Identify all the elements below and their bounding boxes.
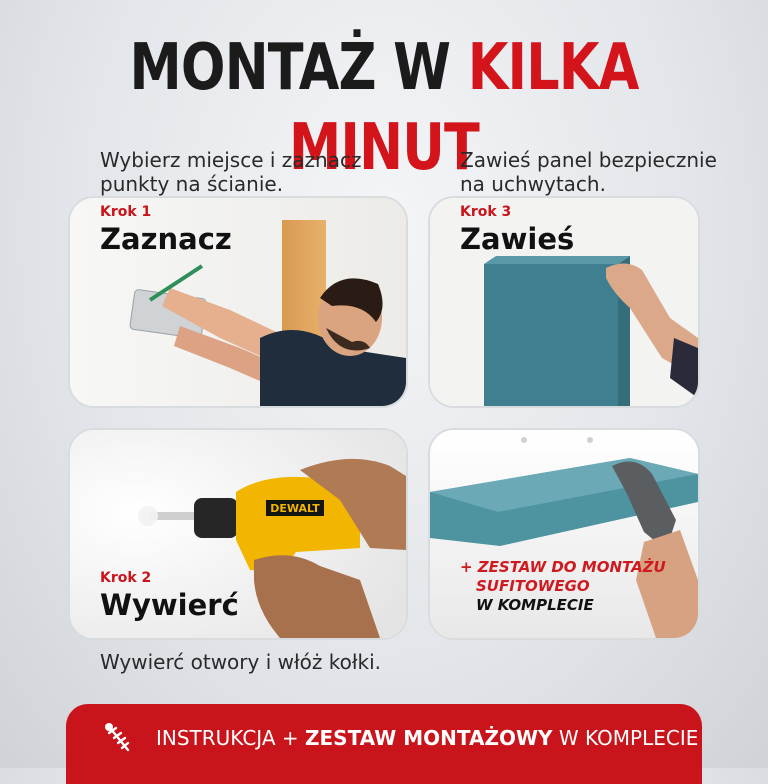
headline-part1: MONTAŻ W bbox=[129, 31, 468, 105]
caption-step2: Wywierć otwory i włóż kołki. bbox=[100, 650, 382, 674]
footer-text-bold: ZESTAW MONTAŻOWY bbox=[305, 726, 553, 750]
ceiling-kit-line3: W KOMPLECIE bbox=[476, 596, 594, 614]
caption-step1-line1: Wybierz miejsce i zaznacz bbox=[100, 148, 362, 172]
step3-title: Zawieś bbox=[460, 222, 575, 256]
step2-number: Krok 2 bbox=[100, 570, 152, 586]
drill-brand: DEWALT bbox=[270, 502, 320, 515]
caption-step3-line2: na uchwytach. bbox=[460, 172, 606, 196]
ceiling-kit-line2: SUFITOWEGO bbox=[476, 577, 590, 595]
step1-label bbox=[100, 204, 232, 256]
step1-number: Krok 1 bbox=[100, 204, 152, 220]
screw-icon bbox=[102, 722, 136, 756]
step3-card bbox=[428, 196, 700, 408]
step2-card bbox=[68, 428, 408, 640]
footer-text-pre: INSTRUKCJA + bbox=[156, 726, 305, 750]
footer-text-post: W KOMPLECIE bbox=[552, 726, 699, 750]
step1-title: Zaznacz bbox=[100, 222, 232, 256]
caption-step3-line1: Zawieś panel bezpiecznie bbox=[460, 148, 717, 172]
caption-step3 bbox=[460, 148, 717, 196]
footer-text bbox=[156, 726, 698, 750]
ceiling-kit-note bbox=[460, 558, 666, 615]
step2-title: Wywierć bbox=[100, 588, 239, 622]
footer-banner bbox=[66, 704, 702, 784]
step1-card bbox=[68, 196, 408, 408]
caption-step1-line2: punkty na ścianie. bbox=[100, 172, 284, 196]
step2-label bbox=[100, 570, 239, 622]
step3-label bbox=[460, 204, 574, 256]
ceiling-kit-line1: + ZESTAW DO MONTAŻU bbox=[460, 558, 666, 576]
headline-part2: KILKA MINUT bbox=[289, 31, 639, 185]
step3-number: Krok 3 bbox=[460, 204, 512, 220]
caption-step1 bbox=[100, 148, 361, 196]
ceiling-kit-card bbox=[428, 428, 700, 640]
